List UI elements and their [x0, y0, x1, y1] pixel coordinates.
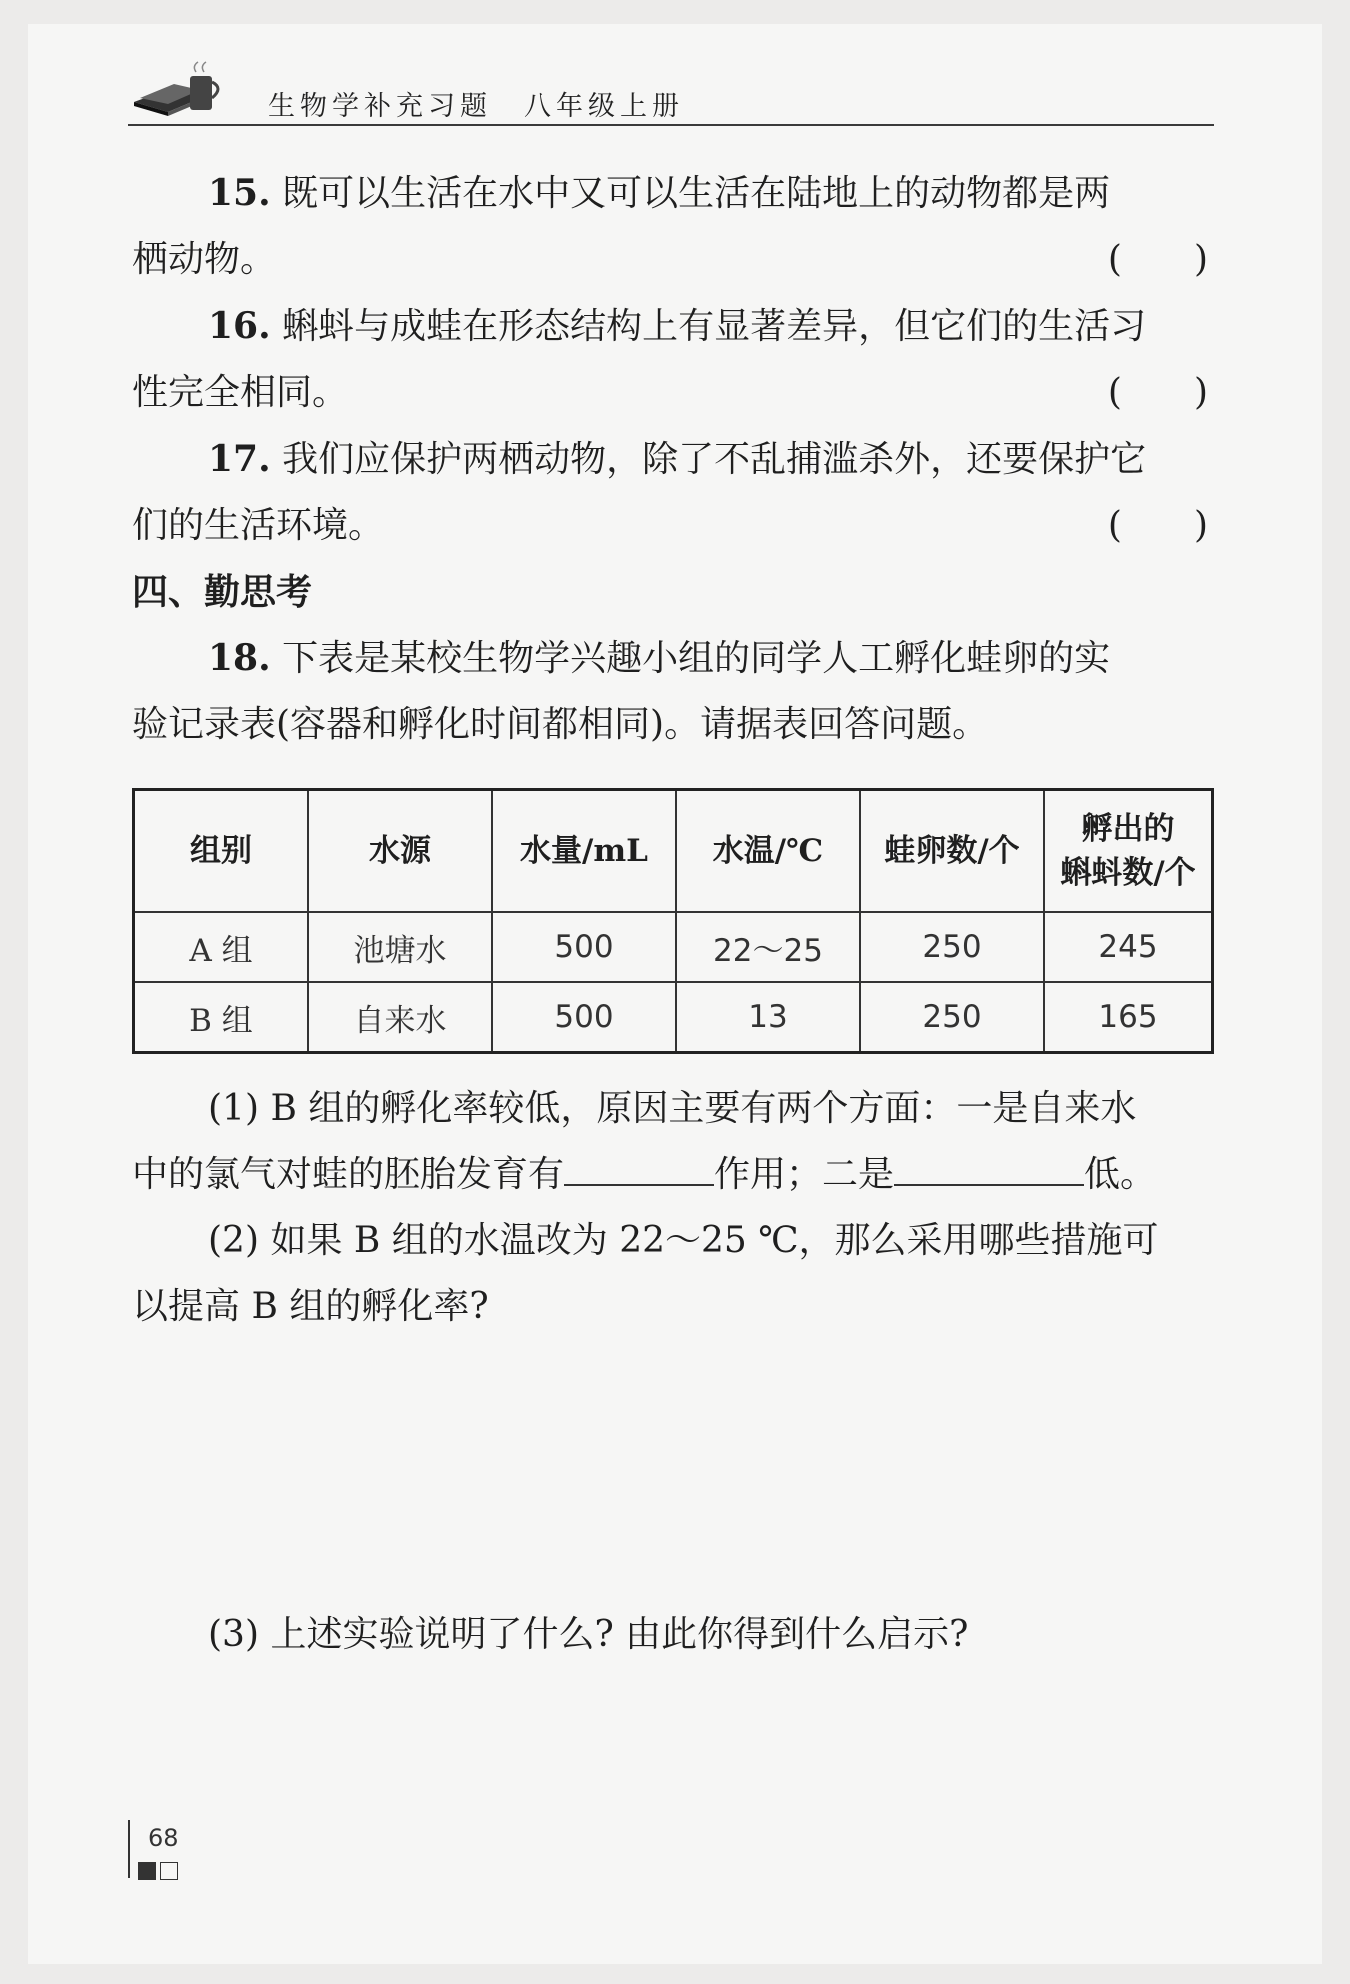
table-cell: B 组: [134, 982, 309, 1053]
header-title: 生物学补充习题 八年级上册: [268, 91, 684, 122]
question-16: [132, 293, 1214, 426]
column-header: 水源: [308, 790, 492, 913]
table-header-row: [134, 790, 1213, 913]
experiment-table: [132, 788, 1214, 1054]
filled-square-icon: [138, 1862, 156, 1880]
table-cell: 245: [1044, 912, 1213, 982]
table-cell: 250: [860, 982, 1044, 1053]
table-cell: 13: [676, 982, 860, 1053]
subquestion-text: (3) 上述实验说明了什么? 由此你得到什么启示?: [208, 1614, 969, 1655]
question-15: [132, 160, 1214, 293]
subquestion-text: 低。: [1084, 1154, 1157, 1195]
table-cell: 500: [492, 982, 676, 1053]
subquestion-text: 中的氯气对蛙的胚胎发育有: [132, 1154, 565, 1195]
empty-square-icon: [160, 1862, 178, 1880]
table-row: [134, 912, 1213, 982]
column-header-line: 孵出的: [1081, 811, 1175, 847]
column-header-line: 蝌蚪数/个: [1060, 855, 1196, 891]
table-cell: 165: [1044, 982, 1213, 1053]
table-cell: 250: [860, 912, 1044, 982]
table-cell: 自来水: [308, 982, 492, 1053]
question-number: 16.: [208, 305, 271, 347]
table-cell: 500: [492, 912, 676, 982]
subquestion-3: [132, 1602, 1214, 1668]
subquestion-text: 作用；二是: [714, 1154, 895, 1195]
footer-divider: [128, 1820, 130, 1878]
question-text: 验记录表(容器和孵化时间都相同)。请据表回答问题。: [132, 704, 989, 745]
subquestion-text: 以提高 B 组的孵化率?: [132, 1286, 489, 1327]
subquestion-text: (2) 如果 B 组的水温改为 22～25 ℃，那么采用哪些措施可: [208, 1220, 1159, 1261]
question-text: 栖动物。: [132, 239, 277, 280]
header-rule: [128, 124, 1214, 126]
column-header: [1044, 790, 1213, 913]
answer-blank[interactable]: [564, 1148, 714, 1186]
question-number: 15.: [208, 172, 271, 214]
subquestion-1: [132, 1076, 1214, 1208]
column-header: 水量/mL: [492, 790, 676, 913]
content: [132, 160, 1214, 1668]
column-header: 水温/℃: [676, 790, 860, 913]
section-title: 四、勤思考: [132, 571, 313, 613]
column-header: 组别: [134, 790, 309, 913]
book-and-cup-icon: [128, 58, 228, 124]
table-row: [134, 982, 1213, 1053]
question-17: [132, 426, 1214, 559]
question-text: 下表是某校生物学兴趣小组的同学人工孵化蛙卵的实: [282, 638, 1111, 679]
question-18: [132, 625, 1214, 758]
subquestion-text: (1) B 组的孵化率较低，原因主要有两个方面：一是自来水: [208, 1088, 1137, 1129]
question-text: 们的生活环境。: [132, 505, 385, 546]
answer-blank[interactable]: [894, 1148, 1084, 1186]
question-number: 18.: [208, 637, 271, 679]
answer-parentheses[interactable]: ( ): [1107, 372, 1208, 413]
page-number: 68: [148, 1824, 179, 1852]
question-number: 17.: [208, 438, 271, 480]
column-header: 蛙卵数/个: [860, 790, 1044, 913]
subquestion-2: [132, 1208, 1214, 1340]
question-text: 性完全相同。: [132, 372, 349, 413]
answer-parentheses[interactable]: ( ): [1107, 505, 1208, 546]
question-text: 我们应保护两栖动物，除了不乱捕滥杀外，还要保护它: [282, 439, 1147, 480]
answer-parentheses[interactable]: ( ): [1107, 239, 1208, 280]
question-text: 既可以生活在水中又可以生活在陆地上的动物都是两: [282, 173, 1111, 214]
page-header: [128, 58, 1214, 128]
table-cell: 池塘水: [308, 912, 492, 982]
table-cell: 22～25: [676, 912, 860, 982]
question-text: 蝌蚪与成蛙在形态结构上有显著差异，但它们的生活习: [282, 306, 1147, 347]
table-cell: A 组: [134, 912, 309, 982]
